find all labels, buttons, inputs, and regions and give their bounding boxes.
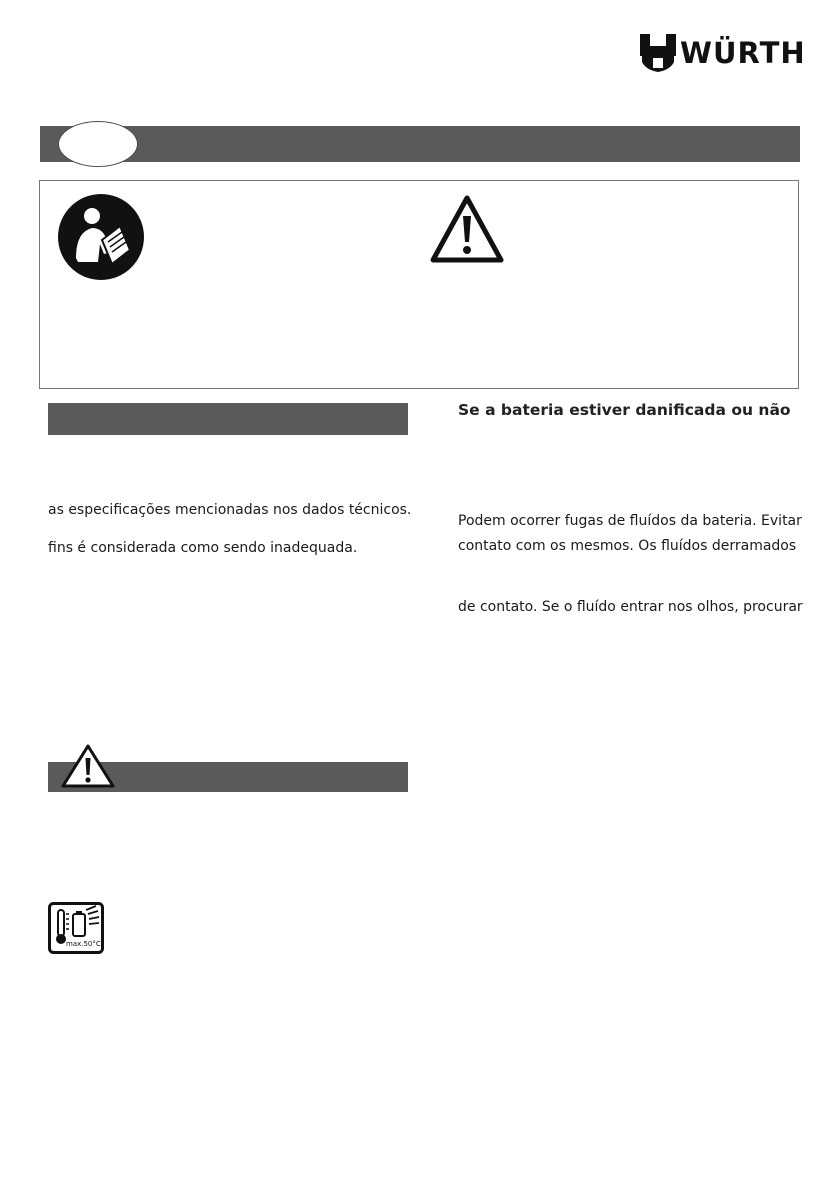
warning-triangle-icon — [60, 743, 116, 789]
body-text-line: fins é considerada como sendo inadequada. — [48, 540, 358, 556]
max-temperature-label: max.50°C — [66, 940, 101, 948]
warning-triangle-icon — [430, 194, 504, 264]
body-text-line: de contato. Se o fluído entrar nos olhos, procurar — [458, 599, 803, 615]
body-text-line: contato com os mesmos. Os fluídos derramados — [458, 538, 797, 554]
safety-info-frame — [39, 180, 799, 389]
body-text-line: as especificações mencionadas nos dados técnicos. — [48, 502, 412, 518]
battery-damage-heading: Se a bateria estiver danificada ou não — [458, 401, 791, 419]
logo-wordmark: WÜRTH — [680, 36, 806, 70]
section-header-bar-intended-use — [48, 403, 408, 435]
body-text-line: Podem ocorrer fugas de fluídos da bateria. Evitar — [458, 513, 802, 529]
language-badge — [58, 121, 138, 167]
wurth-emblem-icon — [640, 34, 678, 72]
language-header-bar — [40, 126, 800, 162]
read-manual-icon — [58, 194, 144, 280]
wurth-logo — [640, 34, 806, 72]
max-temperature-icon — [48, 902, 104, 954]
